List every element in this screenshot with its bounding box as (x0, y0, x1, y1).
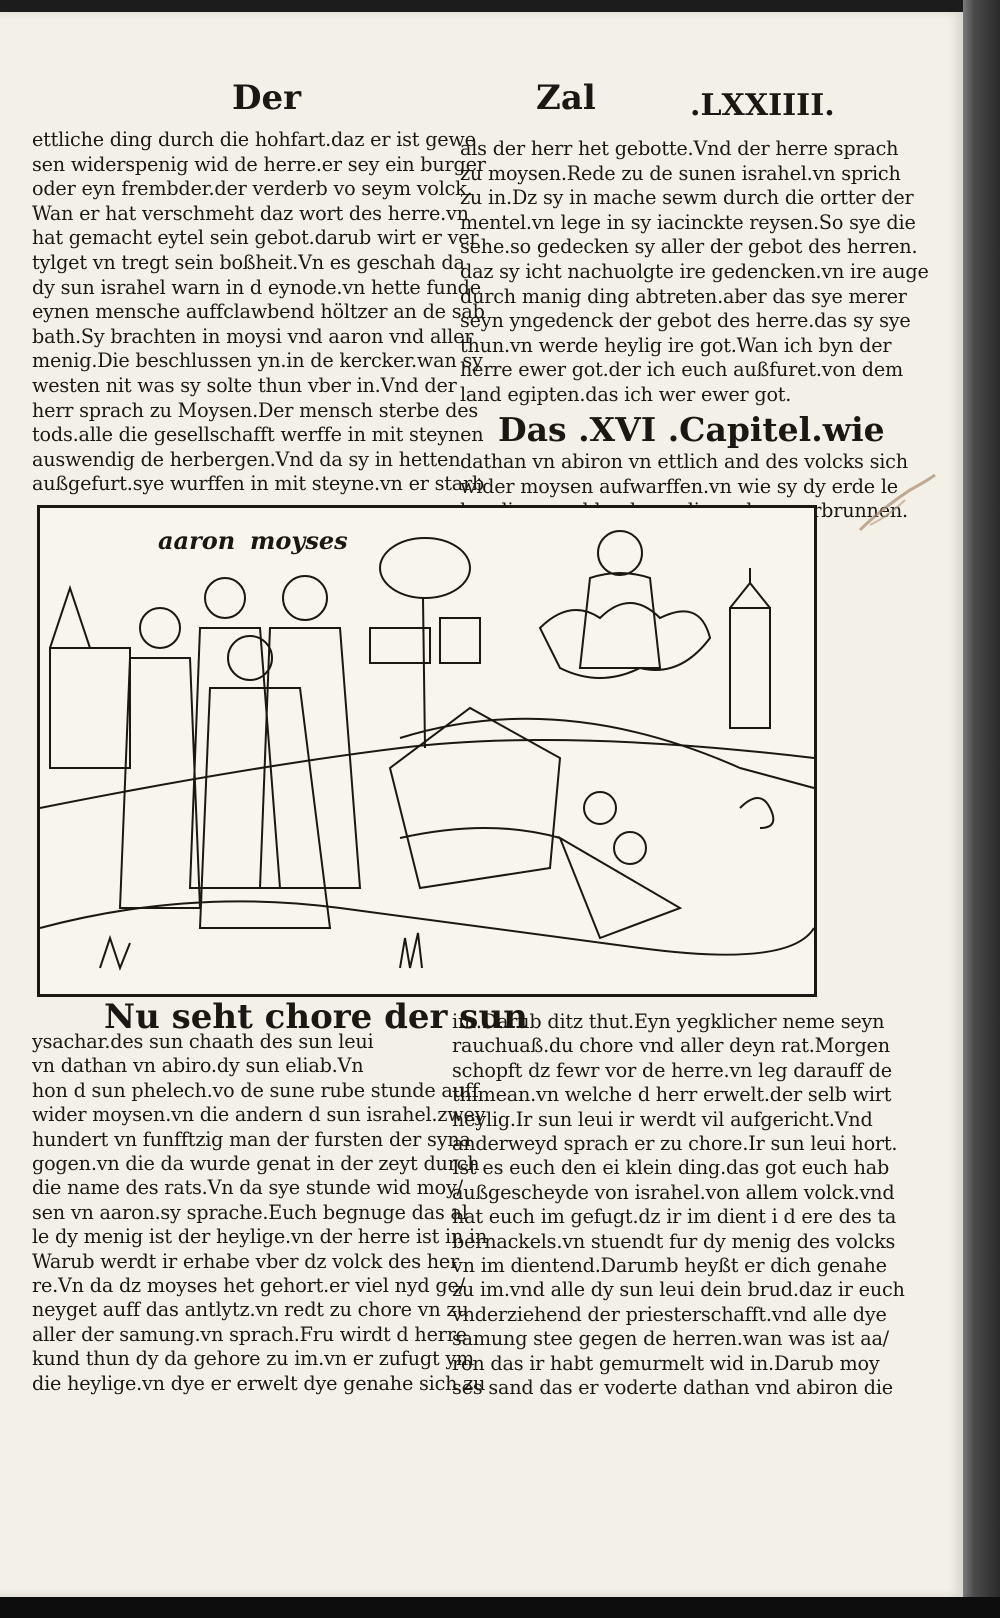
text-line: hat gemacht eytel sein gebot.darub wirt er ver (32, 226, 479, 250)
section-heading: Nu seht chore der sun (104, 997, 528, 1037)
text-line: oder eyn frembder.der verderb vo seym volck. (32, 177, 473, 201)
text-line: samung stee gegen de herren.wan was ist aa/ (452, 1327, 889, 1351)
text-line: thimean.vn welche d herr erwelt.der selb wirt (452, 1083, 892, 1107)
left-column-bottom (32, 1030, 488, 1396)
text-line: wider moysen.vn die andern d sun israhel.zwey (32, 1103, 486, 1127)
text-line: schopft dz fewr vor de herre.vn leg darauff de (452, 1058, 892, 1082)
text-line: hundert vn funfftzig man der fursten der syna (32, 1127, 471, 1151)
text-line: im.Darub ditz thut.Eyn yegklicher neme seyn (452, 1010, 885, 1033)
text-line: heylig.Ir sun leui ir werdt vil aufgericht.Vnd (452, 1107, 873, 1131)
text-line: gogen.vn die da wurde genat in der zeyt durch (32, 1152, 480, 1176)
text-line: tods.alle die gesellschafft werffe in mit steynen (32, 423, 484, 447)
text-line: außgescheyde von israhel.von allem volck.vnd (452, 1180, 895, 1204)
text-line: die name des rats.Vn da sye stunde wid moy/ (32, 1176, 463, 1200)
woodcut-label-aaron: aaron (158, 526, 236, 555)
text-line: vn im dientend.Darumb heyßt er dich genahe (452, 1254, 887, 1278)
text-line: die heylige.vn dye er erwelt dye genahe sich zu (32, 1371, 486, 1395)
text-line: herre ewer got.der ich euch außfuret.von dem (460, 358, 904, 382)
text-line: dathan vn abiron vn ettlich and des volcks sich (460, 450, 908, 473)
right-column-top (460, 137, 929, 408)
text-line: bath.Sy brachten in moysi vnd aaron vnd aller (32, 324, 474, 348)
bottom-background (0, 1597, 1000, 1618)
text-line: durch manig ding abtreten.aber das sye merer (460, 284, 907, 308)
left-column-top (32, 128, 486, 497)
text-line: vnderziehend der priesterschafft.vnd alle dye (452, 1302, 887, 1326)
text-line: daz sy icht nachuolgte ire gedencken.vn ire auge (460, 259, 929, 283)
page-stack-edge (963, 0, 1000, 1618)
text-line: sen vn aaron.sy sprache.Euch begnuge das al (32, 1200, 468, 1224)
text-line: sehe.so gedecken sy aller der gebot des herren. (460, 235, 918, 259)
text-line: rauchuaß.du chore vnd aller deyn rat.Morgen (452, 1034, 890, 1058)
text-line: wider moysen aufwarffen.vn wie sy dy erde le (460, 474, 898, 498)
text-line: hat euch im gefugt.dz ir im dient i d ere des ta (452, 1205, 897, 1229)
running-header-center: Zal (536, 78, 596, 118)
running-header-left: Der (232, 78, 302, 118)
text-line: aller der samung.vn sprach.Fru wirdt d herre (32, 1322, 467, 1346)
woodcut-illustration (37, 505, 817, 997)
text-line: anderweyd sprach er zu chore.Ir sun leui hort. (452, 1132, 898, 1156)
text-line: ron das ir habt gemurmelt wid in.Darub moy (452, 1351, 880, 1375)
text-line: als der herr het gebotte.Vnd der herre sprach (460, 137, 899, 160)
text-line: zu in.Dz sy in mache sewm durch die ortter der (460, 186, 914, 210)
text-line: mentel.vn lege in sy iacinckte reysen.So sye die (460, 210, 916, 234)
text-line: außgefurt.sye wurffen in mit steyne.vn er starb (32, 472, 485, 496)
text-line: sen widerspenig wid de herre.er sey ein burger (32, 152, 486, 176)
text-line: re.Vn da dz moyses het gehort.er viel nyd ge/ (32, 1274, 465, 1298)
text-line: ysachar.des sun chaath des sun leui (32, 1030, 374, 1053)
text-line: Ist es euch den ei klein ding.das got euch hab (452, 1156, 890, 1180)
text-line: Warub werdt ir erhabe vber dz volck des her (32, 1249, 460, 1273)
text-line: tylget vn tregt sein boßheit.Vn es geschah da (32, 250, 465, 274)
text-line: zu im.vnd alle dy sun leui dein brud.daz ir euch (452, 1278, 905, 1302)
text-line: ses sand das er voderte dathan vnd abiron die (452, 1376, 893, 1400)
text-line: neyget auff das antlytz.vn redt zu chore vn zu (32, 1298, 469, 1322)
text-line: kund thun dy da gehore zu im.vn er zufugt ym (32, 1347, 474, 1371)
text-line: thun.vn werde heylig ire got.Wan ich byn der (460, 333, 892, 357)
text-line: land egipten.das ich wer ewer got. (460, 382, 792, 406)
text-line: westen nit was sy solte thun vber in.Vnd der (32, 373, 457, 397)
text-line: bernackels.vn stuendt fur dy menig des volcks (452, 1229, 896, 1253)
text-line: le dy menig ist der heylige.vn der herre ist in in (32, 1225, 488, 1249)
folio-number: .LXXIIII. (690, 88, 835, 123)
text-line: zu moysen.Rede zu de sunen israhel.vn sprich (460, 161, 901, 185)
right-column-bottom (452, 1010, 905, 1401)
chapter-heading: Das .XVI .Capitel.wie (498, 410, 885, 449)
text-line: auswendig de herbergen.Vnd da sy in hetten (32, 447, 461, 471)
paper-stain (850, 470, 940, 550)
text-line: ettliche ding durch die hohfart.daz er ist gewe (32, 128, 476, 151)
text-line: vn dathan vn abiro.dy sun eliab.Vn (32, 1054, 364, 1078)
woodcut-drawing (40, 508, 814, 994)
text-line: menig.Die beschlussen yn.in de kercker.wan sy (32, 349, 483, 373)
text-line: eynen mensche auffclawbend höltzer an de sab (32, 300, 485, 324)
text-line: hon d sun phelech.vo de sune rube stunde auff (32, 1078, 479, 1102)
woodcut-label-moyses: moyses (250, 526, 348, 555)
text-line: dy sun israhel warn in d eynode.vn hette funde (32, 275, 481, 299)
text-line: Wan er hat verschmeht daz wort des herre.vn (32, 201, 469, 225)
text-line: seyn yngedenck der gebot des herre.das sy sye (460, 309, 911, 333)
text-line: herr sprach zu Moysen.Der mensch sterbe des (32, 398, 479, 422)
